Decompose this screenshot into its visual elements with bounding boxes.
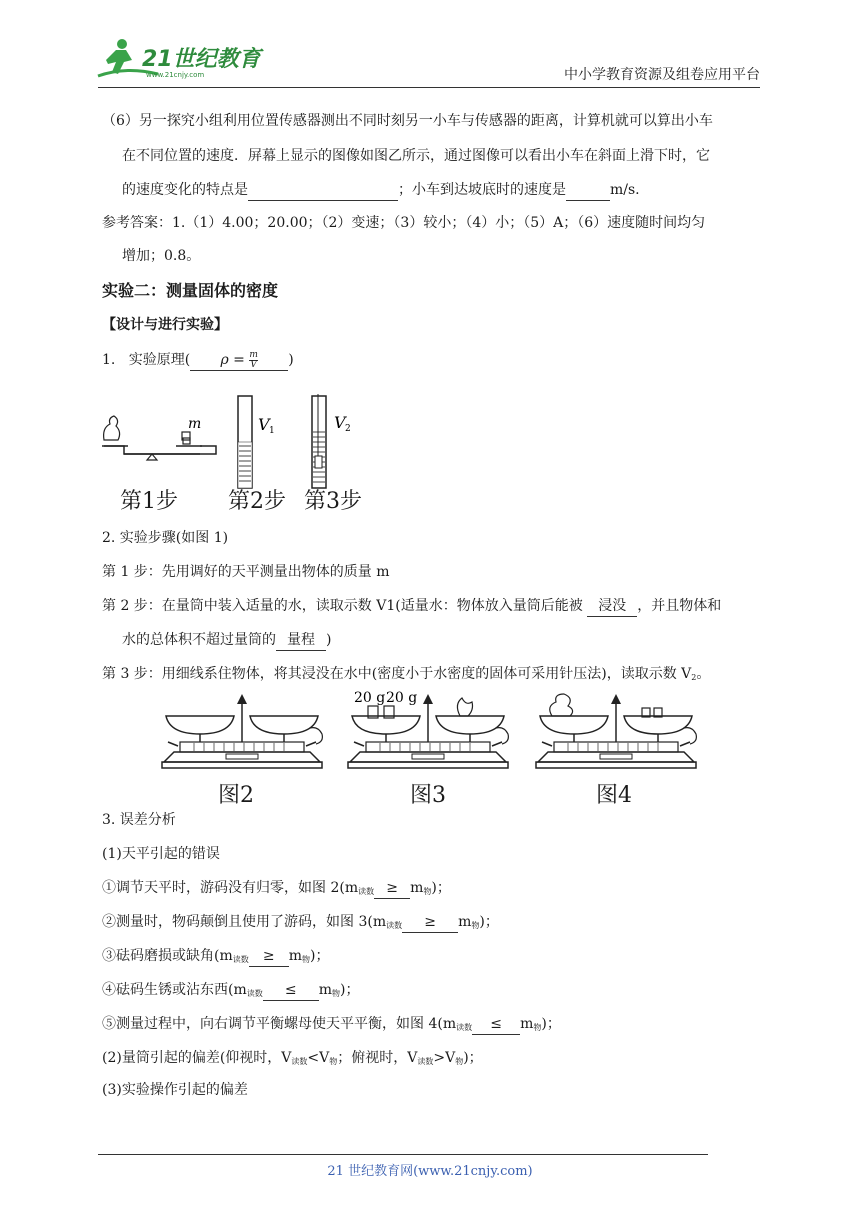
error-1-sub2: 物 [423,887,432,896]
step-3-end: 。 [696,666,711,682]
fig-caption-3: 图3 [410,783,446,808]
runner-logo-icon [96,36,266,82]
error-6-sub3: 读数 [417,1057,434,1066]
principle-line [102,350,294,371]
error-1-pre: ①调节天平时，游码没有归零，如图 2(m [102,880,359,896]
part6-line3-c: m/s. [610,182,640,198]
experiment-title: 实验二：测量固体的密度 [102,281,279,300]
v1-label: V [258,415,270,434]
balance-fig4-icon [536,694,696,768]
weight-label-2: 20 g [386,690,418,706]
step-1: 第 1 步：先用调好的天平测量出物体的质量 m [102,564,390,580]
error-4-sub1: 读数 [246,989,263,998]
error-4 [102,980,360,1004]
step-2-text-a: 第 2 步：在量筒中装入适量的水，读取示数 V1(适量水：物体放入量筒后能被 [102,598,583,614]
balance-errors-title: (1)天平引起的错误 [102,846,220,862]
error-1-m: m [410,880,424,896]
error-3-pre: ③砝码磨损或缺角(m [102,948,233,964]
step-2-text-b: ，并且物体和 [637,598,722,614]
error-4-pre: ④砝码生锈或沾东西(m [102,982,247,998]
steps-title: 2. 实验步骤(如图 1) [102,530,229,546]
error-4-blank: ≤ [263,980,319,1001]
error-6-end: )； [463,1050,483,1066]
error-2-end: )； [479,914,499,930]
graduated-cylinder-2-icon [312,394,351,488]
error-6-sub4: 物 [455,1057,464,1066]
error-analysis-title: 3. 误差分析 [102,812,176,828]
error-2-pre: ②测量时，物码颠倒且使用了游码，如图 3(m [102,914,387,930]
error-3-m: m [288,948,303,964]
error-3-sub1: 读数 [232,955,249,964]
error-3-blank: ≥ [249,946,289,967]
error-6-mid3: >V [433,1050,456,1066]
logo-url: www.21cnjy.com [146,71,205,79]
logo [96,36,266,82]
error-2-blank: ≥ [402,912,458,933]
error-5 [102,1014,561,1038]
error-5-sub1: 读数 [456,1023,473,1032]
error-6-mid1: <V [307,1050,330,1066]
error-4-sub2: 物 [332,989,341,998]
fig1-caption-step2: 第2步 [228,489,286,514]
fig1-caption-step1: 第1步 [120,489,178,514]
part6-line2: 在不同位置的速度．屏幕上显示的图像如图乙所示，通过图像可以看出小车在斜面上滑下时，它 [122,148,710,164]
balance-scale-icon [102,416,216,460]
mass-label: m [188,416,202,432]
error-4-m: m [318,982,333,998]
step-3 [102,664,710,688]
blank-submerged: 浸没 [587,596,637,617]
part6-line1: （6）另一探究小组利用位置传感器测出不同时刻另一小车与传感器的距离，计算机就可以算出小车 [102,113,713,129]
error-6 [102,1048,483,1072]
step-2-text-c: 水的总体积不超过量筒的 [122,632,276,648]
answer-blank-2 [566,180,610,201]
error-1 [102,878,451,902]
fig-caption-4: 图4 [596,783,632,808]
error-3-end: )； [310,948,330,964]
principle-num: 1. [102,352,116,368]
fig1-caption-step3: 第3步 [304,489,362,514]
formula-fraction [249,351,258,370]
error-2-sub1: 读数 [386,921,403,930]
formula-v: V [250,359,257,370]
blank-range: 量程 [276,630,326,651]
error-5-end: )； [541,1016,561,1032]
balance-fig2-icon [162,694,322,768]
header-title: 中小学教育资源及组卷应用平台 [564,67,760,83]
footer-link[interactable]: 21 世纪教育网(www.21cnjy.com) [327,1164,533,1179]
error-7: (3)实验操作引起的偏差 [102,1082,248,1098]
principle-label: 实验原理( [128,352,191,368]
footer-divider [98,1154,708,1155]
v2-sub: 2 [345,424,351,434]
error-6-pre: (2)量筒引起的偏差(仰视时，V [102,1050,292,1066]
part6-line3-a: 的速度变化的特点是 [122,182,248,198]
error-6-sub1: 读数 [291,1057,308,1066]
step-2-line1 [102,596,721,617]
error-2-sub2: 物 [471,921,480,930]
balance-fig3-icon [348,690,508,768]
error-1-end: )； [431,880,451,896]
logo-text: 21世纪教育 [142,47,261,72]
error-2-m: m [458,914,472,930]
error-6-sub2: 物 [329,1057,338,1066]
error-5-sub2: 物 [533,1023,542,1032]
error-3-sub2: 物 [302,955,311,964]
v1-sub: 1 [269,426,275,436]
error-5-pre: ⑤测量过程中，向右调节平衡螺母使天平平衡，如图 4(m [102,1016,457,1032]
error-1-blank: ≥ [374,878,410,899]
error-4-end: )； [340,982,360,998]
weight-label-1: 20 g [354,690,386,706]
graduated-cylinder-1-icon [238,396,275,488]
step-3-text: 第 3 步：用细线系住物体，将其浸没在水中(密度小于水密度的固体可采用针压法)，读取示数 V [102,666,692,682]
step-3-sub: 2 [691,673,697,682]
error-2 [102,912,499,936]
answer-line2: 增加；0.8。 [122,248,201,264]
principle-formula [190,350,288,371]
answer-blank-1 [248,180,398,201]
fig-caption-2: 图2 [218,783,254,808]
header-divider [98,87,760,88]
error-1-sub1: 读数 [358,887,375,896]
design-title: 【设计与进行实验】 [102,317,228,333]
principle-close: ) [288,352,294,368]
error-3 [102,946,330,970]
error-5-m: m [520,1016,534,1032]
error-5-blank: ≤ [472,1014,520,1035]
answer-line1: 参考答案：1.（1）4.00；20.00；（2）变速；（3）较小；（4）小；（5）A；（6）速度随时间均匀 [102,215,706,231]
part6-line3-b: ；小车到达坡底时的速度是 [398,182,566,198]
step-2-line2 [122,630,331,651]
formula-rho: ρ = [220,352,250,368]
formula-m: m [249,349,258,360]
error-6-mid2: ；俯视时，V [337,1050,418,1066]
v2-label: V [334,413,346,432]
step-2-text-d: ) [326,632,332,648]
part6-line3 [122,180,640,201]
